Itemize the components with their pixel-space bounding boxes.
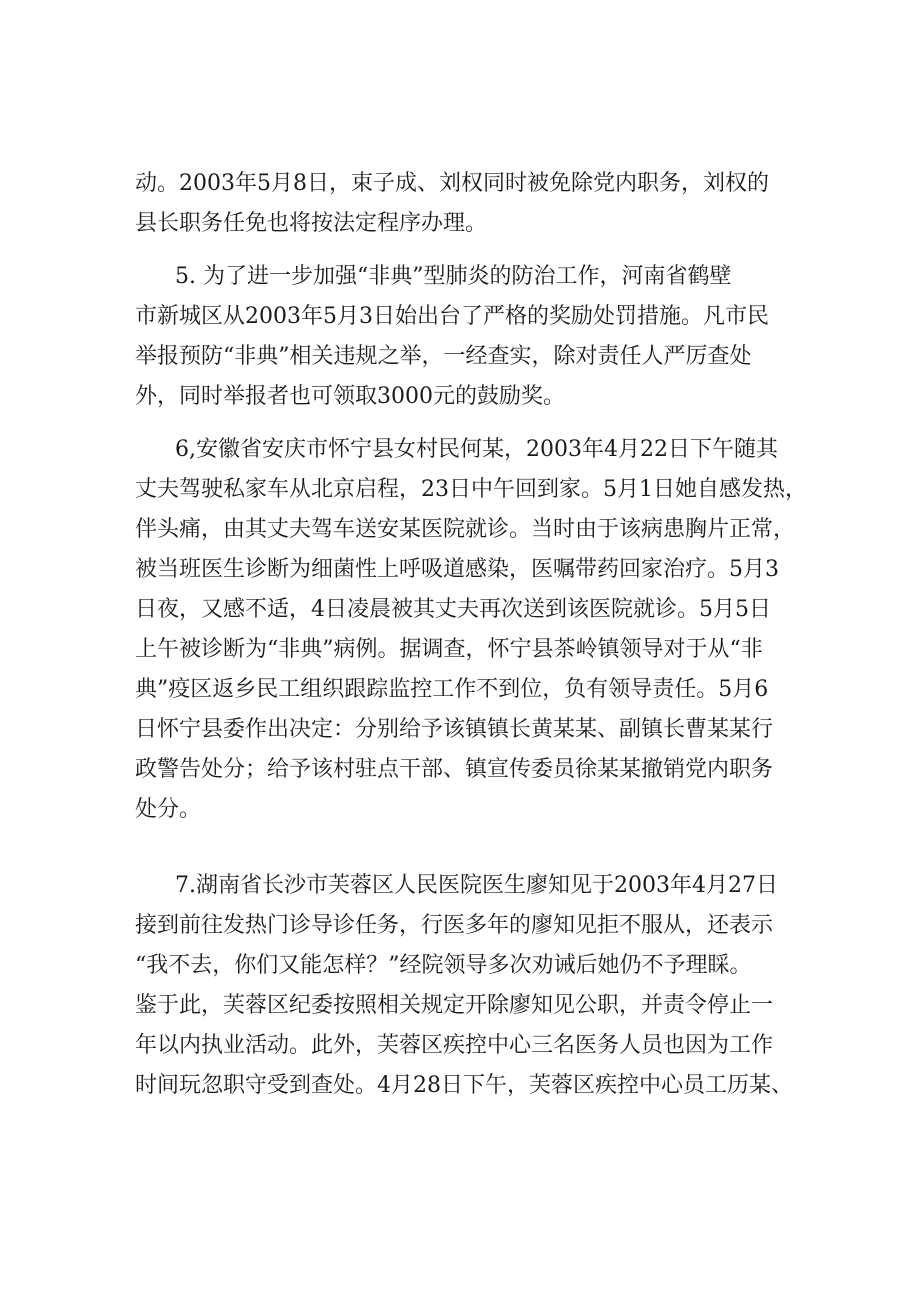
text-line: 举报预防“非典”相关违规之举，一经查实，除对责任人严厉查处 [135, 344, 752, 369]
text-line: 被当班医生诊断为细菌性上呼吸道感染，医嘱带药回家治疗。5月3 [135, 557, 779, 582]
text-line: 鉴于此，芙蓉区纪委按照相关规定开除廖知见公职，并责令停止一 [135, 993, 774, 1018]
text-line: 日怀宁县委作出决定：分别给予该镇镇长黄某某、副镇长曹某某行 [135, 717, 774, 742]
text-line: 动。2003年5月8日，束子成、刘权同时被免除党内职务，刘权的 [135, 171, 769, 196]
text-line: 处分。 [135, 797, 202, 822]
paragraph-7 [135, 866, 800, 1106]
text-line: 时间玩忽职守受到查处。4月28日下午，芙蓉区疾控中心员工历某、 [135, 1073, 793, 1098]
text-line: 年以内执业活动。此外，芙蓉区疾控中心三名医务人员也因为工作 [135, 1033, 774, 1058]
text-line: 5. 为了进一步加强“非典”型肺炎的防治工作，河南省鹤壁 [175, 264, 732, 289]
text-line: 6,安徽省安庆市怀宁县女村民何某，2003年4月22日下午随其 [175, 437, 778, 462]
text-line: “我不去，你们又能怎样？”经院领导多次劝诫后她仍不予理睬。 [135, 953, 752, 978]
text-line: 市新城区从2003年5月3日始出台了严格的奖励处罚措施。凡市民 [135, 304, 769, 329]
text-line: 丈夫驾驶私家车从北京启程，23日中午回到家。5月1日她自感发热， [135, 477, 807, 502]
text-line: 典”疫区返乡民工组织跟踪监控工作不到位，负有领导责任。5月6 [135, 677, 769, 702]
text-line: 伴头痛，由其丈夫驾车送安某医院就诊。当时由于该病患胸片正常， [135, 517, 796, 542]
text-line: 上午被诊断为“非典”病例。据调查，怀宁县茶岭镇领导对于从“非 [135, 637, 763, 662]
text-line: 外，同时举报者也可领取3000元的鼓励奖。 [135, 384, 565, 409]
text-line: 政警告处分；给予该村驻点干部、镇宣传委员徐某某撤销党内职务 [135, 757, 774, 782]
paragraph-5 [135, 257, 800, 417]
text-line: 县长职务任免也将按法定程序办理。 [135, 211, 488, 236]
paragraph-6 [135, 430, 807, 830]
text-line: 接到前往发热门诊导诊任务，行医多年的廖知见拒不服从，还表示 [135, 913, 774, 938]
text-line: 日夜，又感不适，4日凌晨被其丈夫再次送到该医院就诊。5月5日 [135, 597, 771, 622]
paragraph-continuation [135, 164, 800, 244]
text-line: 7.湖南省长沙市芙蓉区人民医院医生廖知见于2003年4月27日 [175, 873, 778, 898]
